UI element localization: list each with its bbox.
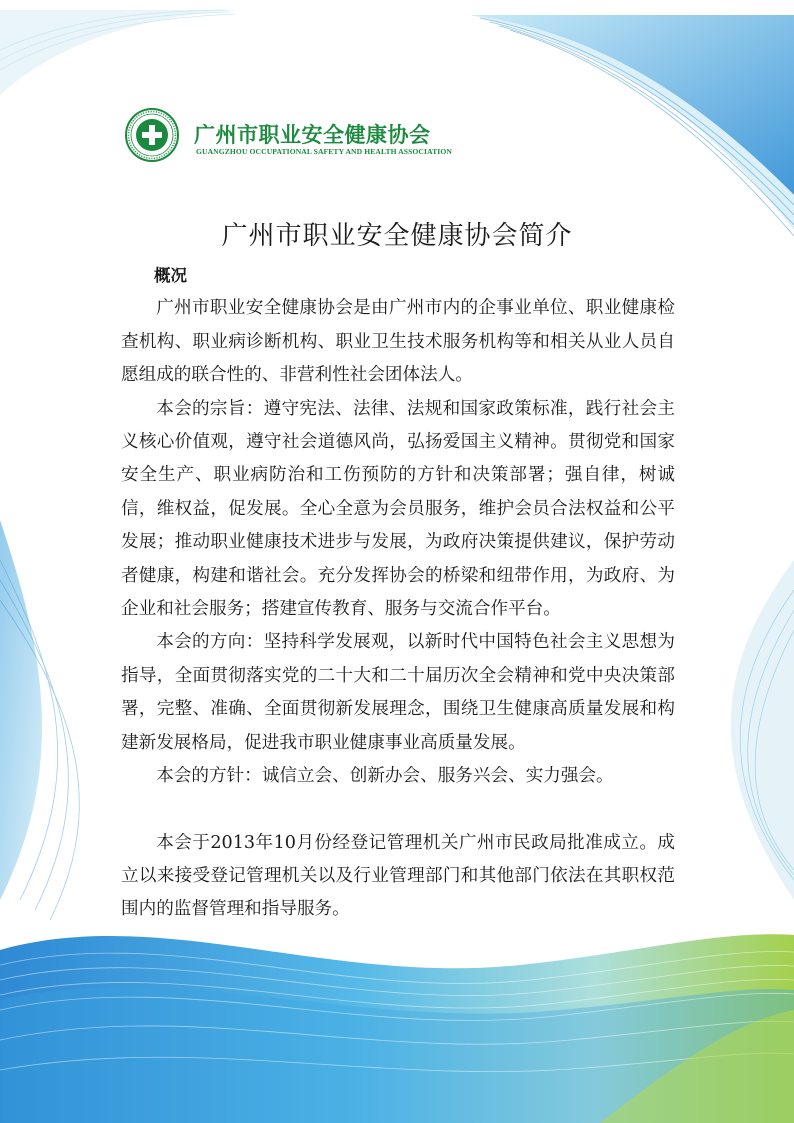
paragraph-purpose: 本会的宗旨：遵守宪法、法律、法规和国家政策标准，践行社会主义核心价值观，遵守社会道德风尚，弘扬爱国主义精神。贯彻党和国家安全生产、职业病防治和工伤预防的方针和决策部署；强自律，树诚信，维权益，促发展。全心全意为会员服务，维护会员合法权益和公平发展；推动职业健康技术进步与发展，为政府决策提供建议，保护劳动者健康，构建和谐社会。充分发挥协会的桥梁和纽带作用，为政府、为企业和社会服务；搭建宣传教育、服务与交流合作平台。 xyxy=(121,398,675,620)
association-logo xyxy=(124,107,464,163)
document-body xyxy=(121,259,675,927)
logo-chinese-name: 广州市职业安全健康协会 xyxy=(194,122,431,147)
logo-emblem-icon xyxy=(124,107,180,163)
section-heading: 概况 xyxy=(154,266,187,285)
paragraph-spacer xyxy=(121,794,675,827)
document-title: 广州市职业安全健康协会简介 xyxy=(221,221,573,251)
paragraph-guideline: 本会的方针：诚信立会、创新办会、服务兴会、实力强会。 xyxy=(156,766,614,787)
paragraph-founding: 本会于2013年10月份经登记管理机关广州市民政局批准成立。成立以来接受登记管理机关以及行业管理部门和其他部门依法在其职权范围内的监督管理和指导服务。 xyxy=(121,832,675,920)
logo-english-name: GUANGZHOU OCCUPATIONAL SAFETY AND HEALTH ASSOCIATION xyxy=(196,147,452,156)
paragraph-overview: 广州市职业安全健康协会是由广州市内的企事业单位、职业健康检查机构、职业病诊断机构、职业卫生技术服务机构等和相关从业人员自愿组成的联合性的、非营利性社会团体法人。 xyxy=(121,298,675,386)
paragraph-direction: 本会的方向：坚持科学发展观，以新时代中国特色社会主义思想为指导，全面贯彻落实党的二十大和二十届历次全会精神和党中央决策部署，完整、准确、全面贯彻新发展理念，围绕卫生健康高质量发展和构建新发展格局，促进我市职业健康事业高质量发展。 xyxy=(121,632,675,753)
